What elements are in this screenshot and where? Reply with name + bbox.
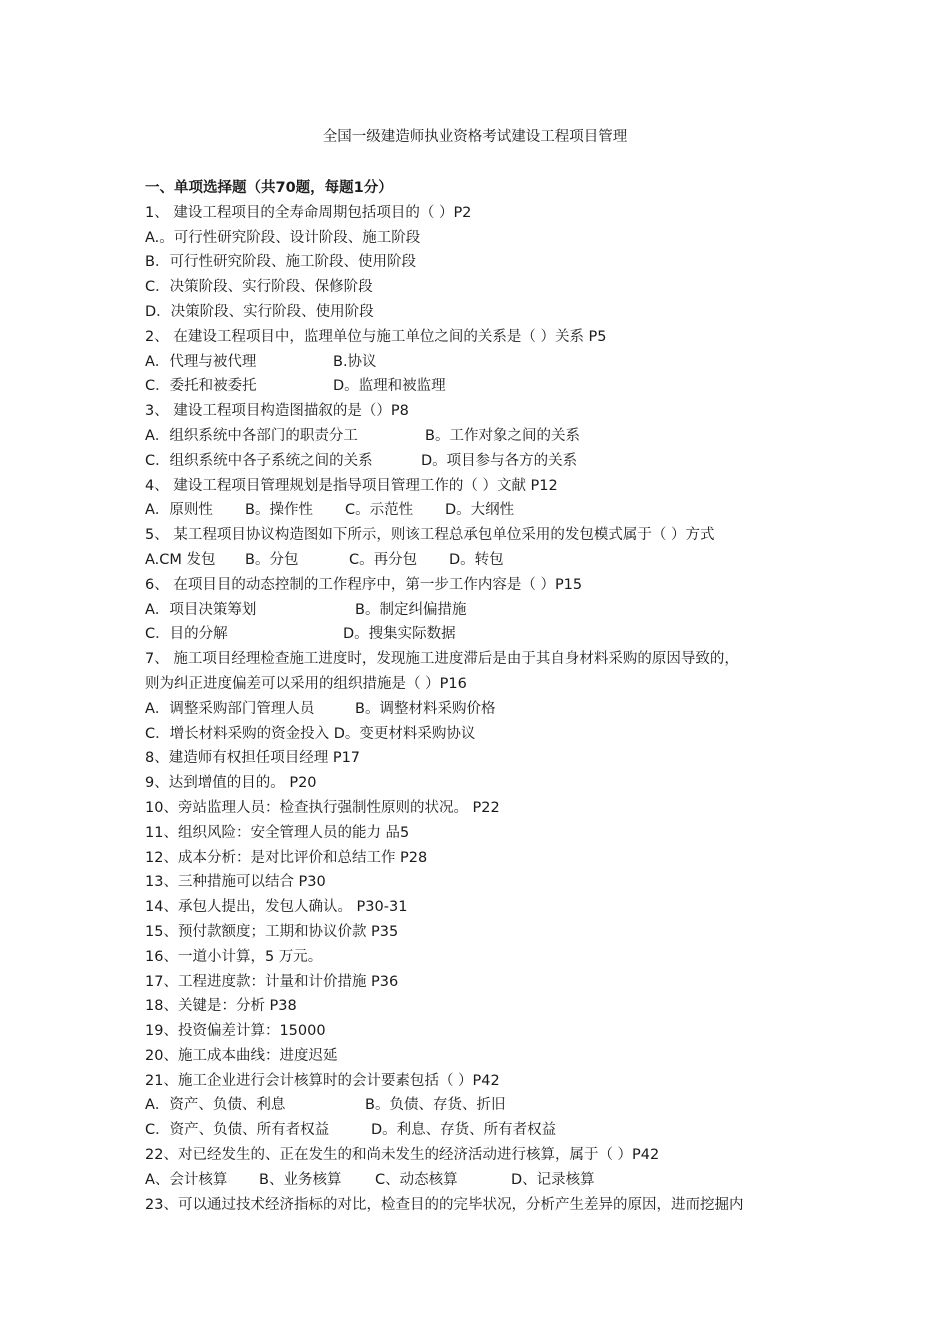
line-text: A.。可行性研究阶段、设计阶段、施工阶段 [145, 229, 421, 246]
text-line [145, 350, 825, 375]
text-line [145, 474, 825, 499]
text-line [145, 846, 825, 871]
option-text: B。分包 [245, 551, 299, 568]
option-text: B。调整材料采购价格 [355, 700, 496, 717]
text-line [145, 300, 825, 325]
line-text: 一、单项选择题（共70题，每题1分） [145, 180, 393, 196]
option-text: C、动态核算 [375, 1171, 458, 1188]
line-text: 13、三种措施可以结合 P30 [145, 874, 326, 891]
text-line [145, 771, 825, 796]
line-text: 2、 在建设工程项目中，监理单位与施工单位之间的关系是（ ）关系 P5 [145, 328, 607, 345]
option-text: C．委托和被委托 [145, 378, 257, 395]
option-text: C．资产、负债、所有者权益 [145, 1122, 330, 1139]
text-line [145, 697, 825, 722]
option-text: D。项目参与各方的关系 [421, 452, 578, 469]
line-text: C．决策阶段、实行阶段、保修阶段 [145, 279, 373, 296]
option-text: D。搜集实际数据 [343, 626, 456, 643]
line-text: 4、 建设工程项目管理规划是指导项目管理工作的（ ）文献 P12 [145, 477, 558, 494]
option-text: A．代理与被代理 [145, 353, 257, 370]
text-line [145, 945, 825, 970]
line-text: 6、 在项目目的动态控制的工作程序中，第一步工作内容是（ ）P15 [145, 576, 583, 593]
option-text: B。制定纠偏措施 [355, 601, 467, 618]
line-text: C．增长材料采购的资金投入 D。变更材料采购协议 [145, 725, 476, 742]
text-line [145, 598, 825, 623]
text-line [145, 250, 825, 275]
text-line [145, 994, 825, 1019]
option-text: A．项目决策筹划 [145, 601, 257, 618]
line-text: 10、旁站监理人员：检查执行强制性原则的状况。 P22 [145, 799, 500, 816]
line-text: 15、预付款额度；工期和协议价款 P35 [145, 923, 399, 940]
text-line [145, 970, 825, 995]
option-text: A、会计核算 [145, 1171, 228, 1188]
line-text: 1、 建设工程项目的全寿命周期包括项目的（ ）P2 [145, 204, 472, 221]
text-line [145, 796, 825, 821]
text-line [145, 622, 825, 647]
text-line [145, 895, 825, 920]
text-line [145, 821, 825, 846]
line-text: D．决策阶段、实行阶段、使用阶段 [145, 303, 374, 320]
text-line [145, 722, 825, 747]
text-line [145, 1044, 825, 1069]
line-text: 则为纠正进度偏差可以采用的组织措施是（ ）P16 [145, 675, 467, 692]
line-text: 20、施工成本曲线：进度迟延 [145, 1047, 338, 1064]
line-text: 8、建造师有权担任项目经理 P17 [145, 750, 361, 767]
option-text: D。大纲性 [445, 502, 515, 519]
text-line [145, 1019, 825, 1044]
text-line [145, 672, 825, 697]
text-line [145, 1118, 825, 1143]
text-line [145, 449, 825, 474]
option-text: B。负债、存货、折旧 [365, 1097, 506, 1114]
text-line [145, 1069, 825, 1094]
text-line [145, 523, 825, 548]
text-line [145, 548, 825, 573]
line-text: 5、 某工程项目协议构造图如下所示，则该工程总承包单位采用的发包模式属于（ ）方式 [145, 527, 715, 544]
line-text: 21、施工企业进行会计核算时的会计要素包括（ ）P42 [145, 1072, 500, 1089]
option-text: B。工作对象之间的关系 [425, 427, 580, 444]
option-text: D。转包 [449, 551, 504, 568]
option-text: D、记录核算 [511, 1171, 595, 1188]
option-text: C．组织系统中各子系统之间的关系 [145, 452, 373, 469]
line-text: 22、对已经发生的、正在发生的和尚未发生的经济活动进行核算，属于（ ）P42 [145, 1147, 660, 1164]
text-line [145, 399, 825, 424]
option-text: A．调整采购部门管理人员 [145, 700, 315, 717]
option-text: D。监理和被监理 [333, 378, 446, 395]
text-line [145, 226, 825, 251]
text-line [145, 573, 825, 598]
line-text: 17、工程进度款：计量和计价措施 P36 [145, 973, 399, 990]
text-line [145, 1143, 825, 1168]
option-text: B.协议 [333, 353, 377, 370]
option-text: B。操作性 [245, 502, 313, 519]
option-text: A.CM 发包 [145, 551, 216, 568]
line-text: 3、 建设工程项目构造图描叙的是（）P8 [145, 403, 409, 420]
text-line [145, 1193, 825, 1218]
line-text: 16、一道小计算，5 万元。 [145, 948, 323, 965]
option-text: D。利息、存货、所有者权益 [371, 1122, 557, 1139]
text-line [145, 325, 825, 350]
line-text: 7、 施工项目经理检查施工进度时，发现施工进度滞后是由于其自身材料采购的原因导致的， [145, 651, 739, 668]
option-text: C。示范性 [345, 502, 414, 519]
option-text: B、业务核算 [259, 1171, 342, 1188]
line-text: 18、关键是：分析 P38 [145, 998, 297, 1015]
line-text: 12、成本分析：是对比评价和总结工作 P28 [145, 849, 428, 866]
document-title: 全国一级建造师执业资格考试建设工程项目管理 [322, 129, 628, 145]
text-line [145, 870, 825, 895]
line-text: 23、可以通过技术经济指标的对比，检查目的的完毕状况，分析产生差异的原因，进而挖掘内 [145, 1196, 744, 1213]
section-heading [145, 176, 825, 201]
line-text: 9、达到增值的目的。 P20 [145, 775, 317, 792]
text-line [145, 1093, 825, 1118]
text-line [145, 275, 825, 300]
text-line [145, 201, 825, 226]
option-text: A．资产、负债、利息 [145, 1097, 286, 1114]
text-line [145, 647, 825, 672]
text-line [145, 746, 825, 771]
text-line [145, 1168, 825, 1193]
option-text: C．目的分解 [145, 626, 228, 643]
option-text: A．组织系统中各部门的职责分工 [145, 427, 358, 444]
text-line [145, 424, 825, 449]
line-text: 11、组织风险：安全管理人员的能力 品5 [145, 824, 410, 841]
text-line [145, 920, 825, 945]
text-line [145, 374, 825, 399]
text-line [145, 498, 825, 523]
option-text: A．原则性 [145, 502, 213, 519]
line-text: 19、投资偏差计算：15000 [145, 1023, 326, 1040]
option-text: C。再分包 [349, 551, 418, 568]
line-text: B．可行性研究阶段、施工阶段、使用阶段 [145, 254, 416, 271]
question-list [145, 176, 825, 1217]
line-text: 14、承包人提出，发包人确认。 P30-31 [145, 899, 408, 916]
